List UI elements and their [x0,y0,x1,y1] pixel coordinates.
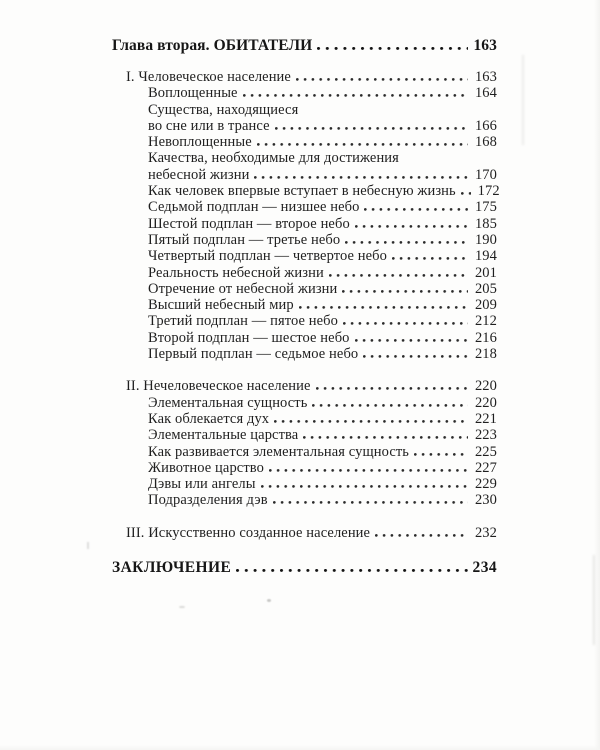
toc-entry-sub [112,492,497,508]
page-number: 168 [474,134,497,151]
toc-entry-sub [112,199,497,215]
page-number: 163 [474,69,497,85]
page-number: 229 [474,476,497,493]
page-number: 230 [474,492,497,509]
toc-entry-sub [112,183,500,200]
toc-entry-label: Высший небесный мир [148,297,294,314]
dot-leader [364,208,468,211]
toc-entry-label: Как облекается дух [148,410,270,427]
scan-smudge [593,555,595,645]
toc-entry-sub [112,102,497,118]
toc-entry-chapter [112,37,497,55]
toc-entry-label: Дэвы или ангелы [148,476,256,493]
dot-leader [312,404,468,407]
dot-leader [273,501,468,504]
toc-entry-label: Глава вторая. ОБИТАТЕЛИ [112,37,313,54]
toc-entry-sub [112,330,497,346]
dot-leader [345,241,468,244]
page-number: 194 [474,248,497,265]
dot-leader [274,420,468,423]
scan-speck [87,542,89,549]
page-number: 190 [474,231,497,248]
page-number: 220 [474,394,497,411]
toc-entry-sub [112,134,497,150]
dot-leader [269,469,468,472]
toc-entry-label: небесной жизни [148,166,250,183]
dot-leader [414,453,468,456]
toc-entry-label: Второй подплан — шестое небо [148,329,350,346]
dot-leader [342,290,468,293]
dot-leader [363,355,468,358]
dot-leader [296,78,468,81]
page-number: 170 [474,166,497,183]
dot-leader [317,47,468,50]
page-number: 220 [474,378,497,395]
page-number: 163 [473,37,497,54]
page-edge-shadow [0,745,600,750]
toc-entry-label: Шестой подплан — второе небо [148,215,350,232]
toc-entry-label: ЗАКЛЮЧЕНИЕ [112,559,232,577]
toc-entry-section [112,525,497,541]
toc-entry-label: I. Человеческое население [126,69,291,85]
toc-entry-sub [112,297,497,313]
page-number: 205 [474,280,497,297]
page-number: 212 [474,313,497,330]
toc-entry-sub [112,281,497,297]
toc-entry-label: Отречение от небесной жизни [148,280,338,297]
dot-leader [461,192,471,195]
page-number: 234 [472,559,497,577]
dot-leader [355,339,468,342]
dot-leader [392,257,468,260]
toc-entry-sub [112,444,497,460]
toc-entry-sub [112,150,497,166]
page-number: 223 [474,427,497,444]
page-number: 175 [474,199,497,216]
toc-entry-sub [112,265,497,281]
toc-entry-sub [112,395,497,411]
toc-entry-section [112,69,497,85]
toc-entry-sub [112,232,497,248]
dot-leader [261,485,468,488]
page-number: 218 [474,346,497,363]
dot-leader [355,225,468,228]
toc-entry-label: II. Нечеловеческое население [126,378,311,395]
dot-leader [303,436,468,439]
scan-speck [179,606,185,608]
toc-entry-sub [112,85,497,101]
toc-entry-sub [112,476,497,492]
toc-entry-label: Четвертый подплан — четвертое небо [148,248,388,265]
page-number: 221 [474,410,497,427]
page-number: 201 [474,264,497,281]
toc-entry-sub [112,460,497,476]
page-number: 164 [474,85,497,102]
toc-entry-label: Как человек впервые вступает в небесную жизнь [148,183,456,200]
dot-leader [375,534,468,537]
toc-entry-sub [112,216,497,232]
dot-leader [257,143,468,146]
page-number: 209 [474,297,497,314]
page-number: 225 [474,443,497,460]
toc-entry-label: во сне или в трансе [148,117,270,134]
dot-leader [299,306,468,309]
page-number: 185 [474,215,497,232]
scan-speck [267,599,271,602]
toc-entry-label: Как развивается элементальная сущность [148,443,410,460]
toc-entry-label: Третий подплан — пятое небо [148,313,338,330]
toc-entry-sub [112,427,497,443]
page-number: 227 [474,459,497,476]
toc-entry-sub [112,248,497,264]
toc-entry-label: Животное царство [148,459,264,476]
toc-entry-conclusion [112,559,497,576]
toc-entry-label: Существа, находящиеся [148,101,299,118]
dot-leader [243,94,468,97]
dot-leader [236,569,468,572]
page-number: 166 [474,117,497,134]
table-of-contents [112,37,500,577]
toc-entry-label: Седьмой подплан — низшее небо [148,199,360,216]
toc-entry-label: Первый подплан — седьмое небо [148,346,359,363]
dot-leader [254,176,468,179]
toc-entry-sub [112,118,497,134]
toc-entry-sub [112,167,497,183]
scan-smudge [522,55,524,145]
toc-entry-label: III. Искусственно созданное население [126,524,371,541]
dot-leader [329,274,468,277]
page-number: 216 [474,329,497,346]
toc-entry-label: Пятый подплан — третье небо [148,231,341,248]
toc-entry-label: Невоплощенные [148,134,252,151]
toc-entry-label: Качества, необходимые для достижения [148,150,399,167]
toc-entry-sub [112,411,497,427]
dot-leader [316,387,469,390]
dot-leader [275,127,468,130]
page-number: 232 [474,524,497,541]
page-number: 172 [477,183,500,200]
toc-entry-label: Элементальная сущность [148,394,308,411]
page-edge-shadow [594,0,600,750]
toc-entry-label: Реальность небесной жизни [148,264,324,281]
toc-entry-label: Элементальные царства [148,427,299,444]
toc-entry-sub [112,313,497,329]
toc-entry-section [112,378,497,394]
toc-entry-label: Подразделения дэв [148,492,268,509]
dot-leader [343,322,468,325]
toc-entry-sub [112,346,497,362]
toc-entry-label: Воплощенные [148,85,238,102]
